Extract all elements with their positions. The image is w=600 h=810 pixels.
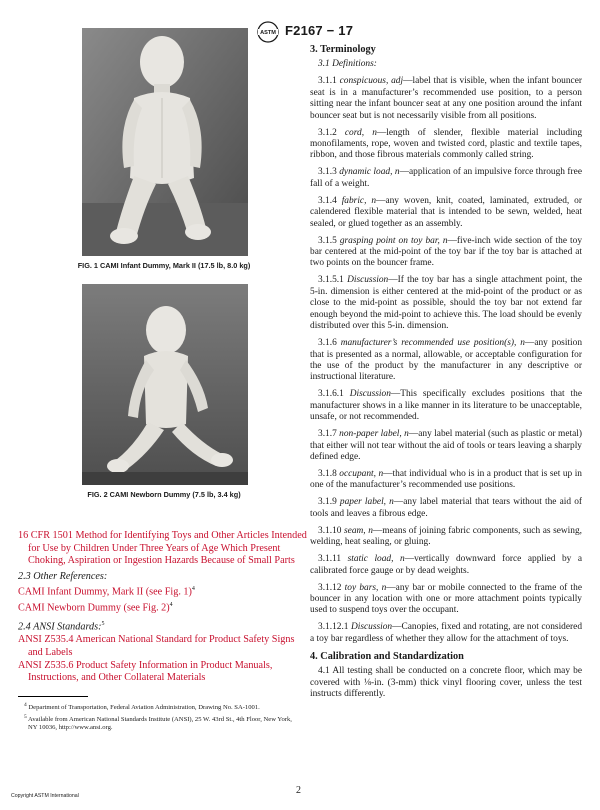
- definition-number: 3.1.1: [318, 76, 337, 87]
- definition-number: 3.1.5: [318, 235, 337, 246]
- references-list: [18, 530, 308, 685]
- definition-term: toy bars, n: [344, 582, 387, 593]
- definition-term: manufacturer’s recommended use position(s), n: [340, 338, 525, 349]
- footnote-5-number: 5: [24, 713, 27, 720]
- reference-title-cfr[interactable]: Method for Identifying Toys and Other Articles Intended for Use by Children Under Three Years of Age Which Present Choking, Aspiration or Ingestion Hazards Because of Small Parts: [28, 530, 307, 567]
- definition-term: conspicuous, adj: [339, 76, 404, 87]
- footnote-4: [18, 701, 300, 713]
- infant-dummy-image: [82, 28, 248, 256]
- definition-number: 3.1.8: [318, 468, 337, 479]
- definition-text: —application of an impulsive force through free fall of a weight.: [310, 167, 582, 189]
- definition-3-1-8: [310, 469, 582, 492]
- ansi-heading: [18, 618, 308, 634]
- definition-term: static load, n: [347, 554, 405, 565]
- section-4-heading: 4. Calibration and Standardization: [310, 650, 464, 662]
- footnote-ref-5: 5: [101, 621, 105, 628]
- definitions-heading-text: 3.1 Definitions:: [318, 59, 377, 70]
- copyright-notice: Copyright ASTM International: [11, 793, 79, 799]
- page-number: 2: [296, 785, 301, 796]
- definition-text: —that individual who is in a product that is set up in one of the manufacturer’s recommended use positions.: [310, 468, 582, 491]
- definition-number: 3.1.12.1: [318, 622, 349, 633]
- definition-3-1-10: [310, 526, 582, 549]
- section-4-paragraph: 4.1 All testing shall be conducted on a concrete floor, which may be covered with ⅛-in. (3-mm) thick vinyl flooring cover, unless the test instructs differently.: [310, 666, 582, 699]
- definition-term: Discussion: [349, 389, 391, 400]
- definition-text: —any woven, knit, coated, laminated, extruded, or calendered flexible material that is intended to be sewn, welded, heat sealed, or glued together as an assembly.: [310, 195, 582, 229]
- definition-number: 3.1.12: [318, 582, 342, 593]
- definition-term: non-paper label, n: [339, 429, 409, 440]
- definition-3-1-12-1: [310, 622, 582, 645]
- definition-text: —any label material that tears without the aid of tools and leaves a fibrous edge.: [310, 497, 583, 519]
- definition-term: grasping point on toy bar, n: [339, 235, 448, 246]
- reference-cami-newborn: [18, 599, 308, 615]
- figure-2-caption: FIG. 2 CAMI Newborn Dummy (7.5 lb, 3.4 kg): [87, 490, 241, 499]
- definition-text: —any label material (such as plastic or metal) that either will not tear without the aid of tools or tears leaving a sharply defined edge.: [310, 429, 582, 462]
- astm-logo-icon: [255, 21, 281, 43]
- footnotes: [18, 701, 300, 733]
- definition-3-1-2: [310, 128, 582, 162]
- figure-2-photo: [82, 284, 248, 485]
- reference-title-ansi-z5354[interactable]: American National Standard for Product Safety Signs and Labels: [28, 634, 295, 658]
- definition-text: —Canopies, fixed and rotating, are not considered a toy bar regardless of whether they allow for the attachment of toys.: [310, 622, 583, 644]
- reference-link-ansi-z5356[interactable]: ANSI Z535.6: [18, 659, 74, 671]
- definition-number: 3.1.9: [318, 497, 337, 508]
- definition-text: —This specifically excludes positions that the manufacturer shows in a like manner in its literature to be unacceptable, unsafe, or not recommended.: [310, 389, 583, 423]
- definition-term: seam, n: [344, 525, 373, 536]
- definition-3-1-1: [310, 76, 582, 122]
- definition-number: 3.1.11: [318, 554, 342, 565]
- definition-text: —any bar or mobile connected to the frame of the bouncer in any location with one or more attachment points typically used to suspend toys over the occupant.: [310, 582, 582, 616]
- reference-link-ansi-z5354[interactable]: ANSI Z535.4: [18, 634, 74, 646]
- definition-text: —If the toy bar has a single attachment point, the 5-in. dimension is either centered at the mid-point of the product or as close to the mid-point as possible, should the toy bar not extend far enough beyond the mid-point to achieve this. The load should be evenly distributed over this 5-in. dimension.: [310, 275, 582, 332]
- footnote-divider: [18, 696, 88, 697]
- definition-3-1-6: [310, 338, 582, 384]
- definition-text: —means of joining fabric components, such as sewing, welding, heat sealing, or gluing.: [310, 525, 582, 548]
- definition-3-1-11: [310, 554, 582, 577]
- footnote-4-number: 4: [24, 702, 27, 708]
- figure-1-photo: [82, 28, 248, 256]
- definition-term: Discussion: [347, 275, 389, 286]
- definition-3-1-3: [310, 167, 582, 190]
- definition-term: Discussion: [350, 622, 393, 633]
- other-references-heading-text: 2.3 Other References:: [18, 570, 108, 582]
- definition-number: 3.1.10: [318, 525, 342, 536]
- footnote-4-text: Department of Transportation, Federal Aviation Administration, Drawing No. SA-1001.: [28, 704, 260, 712]
- definition-term: dynamic load, n: [339, 167, 400, 178]
- reference-link-cfr[interactable]: 16 CFR 1501: [18, 530, 73, 541]
- definitions-list: [310, 76, 582, 645]
- definition-number: 3.1.3: [318, 167, 337, 178]
- definition-3-1-6-1: [310, 389, 582, 423]
- definition-term: paper label, n: [339, 497, 394, 508]
- footnote-5-text: Available from American National Standards Institute (ANSI), 25 W. 43rd St., 4th Floor, New York, NY 10036, http://www.ansi.org.: [28, 715, 292, 732]
- reference-title-ansi-z5356[interactable]: Product Safety Information in Product Manuals, Instructions, and Other Collateral Materials: [28, 659, 273, 684]
- definitions-heading: [310, 59, 582, 70]
- footnote-ref-4a: 4: [191, 586, 195, 593]
- reference-link-cami-infant[interactable]: CAMI Infant Dummy, Mark II (see Fig. 1): [18, 586, 192, 598]
- section-3-heading: 3. Terminology: [310, 44, 376, 55]
- definition-3-1-9: [310, 497, 582, 520]
- definition-3-1-12: [310, 583, 582, 617]
- reference-ansi-z5354: [18, 634, 308, 659]
- reference-cami-infant: [18, 583, 308, 599]
- definition-term: cord, n: [344, 127, 377, 138]
- footnote-5: [18, 713, 300, 733]
- definition-3-1-4: [310, 196, 582, 230]
- definition-3-1-5-1: [310, 275, 582, 332]
- right-column: [310, 44, 582, 706]
- ansi-heading-text: 2.4 ANSI Standards:: [18, 621, 102, 633]
- definition-text: —label that is visible, when the infant bouncer seat is in a manufacturer’s recommended use position, to a person sitting near the infant bouncer seat at any one position around the infant bouncer seat but is not necessarily visible from all positions.: [310, 76, 582, 121]
- definition-3-1-7: [310, 429, 582, 463]
- definition-number: 3.1.4: [318, 195, 337, 206]
- definition-term: occupant, n: [339, 468, 384, 479]
- definition-text: —length of slender, flexible material including monofilaments, rope, woven and twisted cord, plastic and textile tapes, ribbon, and those fibrous materials commonly called string.: [310, 127, 583, 161]
- definition-number: 3.1.6: [318, 338, 337, 349]
- definition-3-1-5: [310, 236, 582, 270]
- definition-number: 3.1.6.1: [318, 389, 344, 400]
- definition-number: 3.1.2: [318, 127, 337, 138]
- definition-number: 3.1.7: [318, 429, 337, 440]
- definition-term: fabric, n: [341, 195, 377, 206]
- figure-1-caption: FIG. 1 CAMI Infant Dummy, Mark II (17.5 lb, 8.0 kg): [77, 261, 251, 270]
- reference-cfr: [18, 530, 308, 568]
- newborn-dummy-image: [82, 284, 248, 485]
- definition-text: —vertically downward force applied by a calibrated force gauge or by dead weights.: [310, 554, 583, 576]
- logo-text: ASTM: [260, 30, 276, 37]
- reference-ansi-z5356: [18, 660, 308, 685]
- reference-link-cami-newborn[interactable]: CAMI Newborn Dummy (see Fig. 2): [18, 602, 170, 614]
- definition-text: —five-inch wide section of the toy bar centered at the mid-point of the toy bar if the toy bar is attached at two points on the bouncer frame.: [310, 235, 583, 269]
- definition-number: 3.1.5.1: [318, 275, 344, 286]
- other-references-heading: [18, 571, 308, 584]
- footnote-ref-4b: 4: [169, 602, 173, 609]
- definition-text: —any position that is presented as a normal, allowable, or acceptable configuration for the use of the product by the manufacturer in any descriptive or instructional literature.: [310, 338, 583, 383]
- document-number: F2167 − 17: [285, 23, 354, 38]
